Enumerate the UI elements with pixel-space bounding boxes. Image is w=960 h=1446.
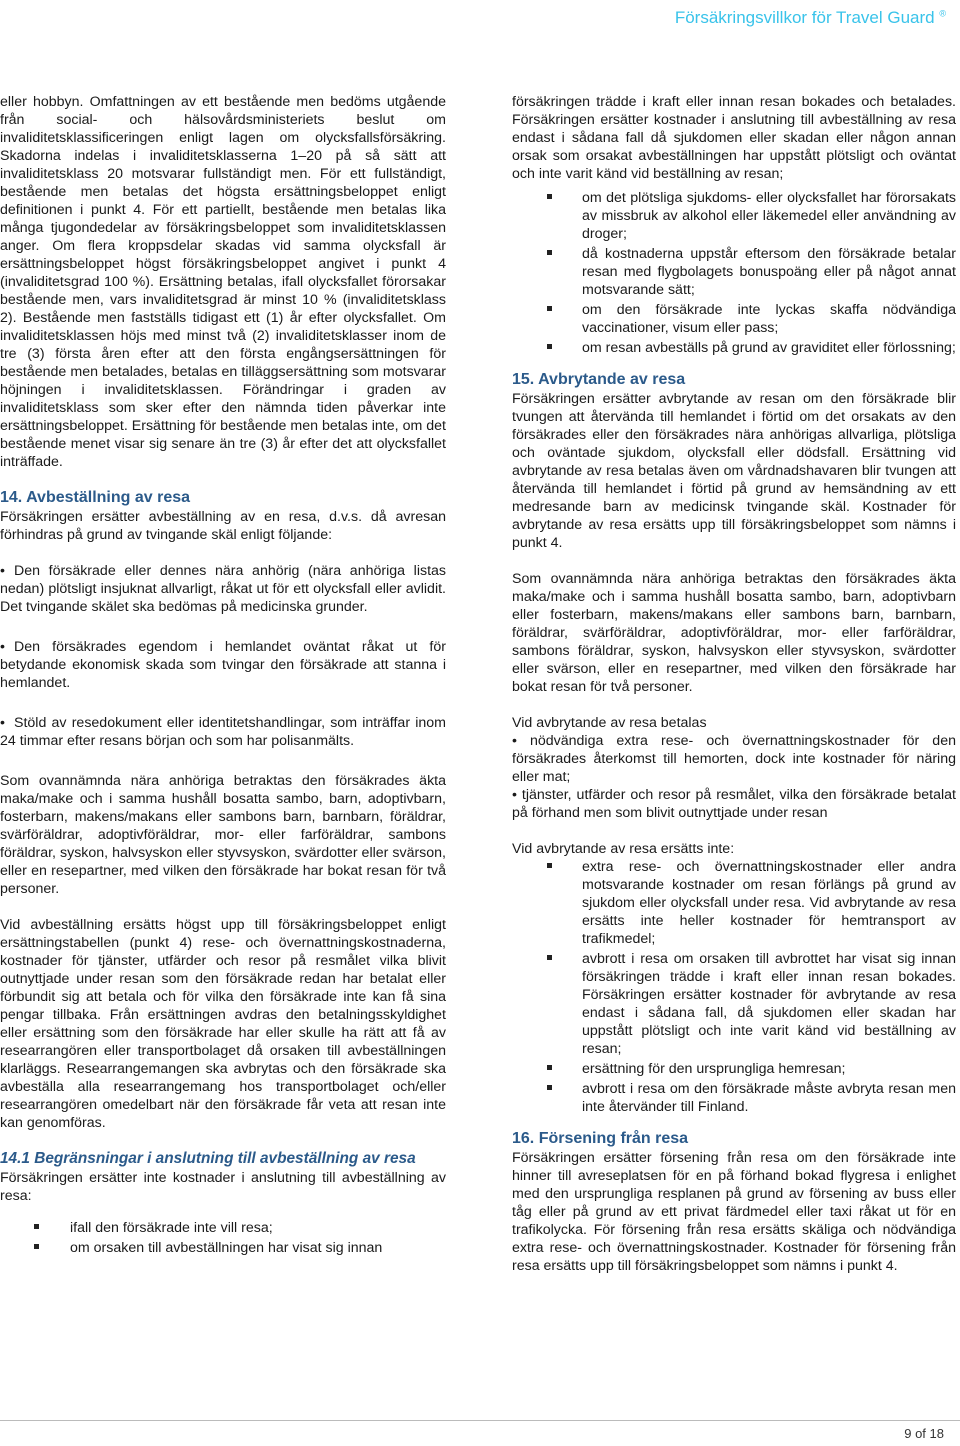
list-item-text: ersättning för den ursprungliga hemresan;	[582, 1061, 846, 1077]
square-bullet-icon	[547, 344, 552, 349]
document-header	[675, 8, 946, 28]
paragraph-delay: Försäkringen ersätter försening från resa om den försäkrade inte hinner till avreseplatsen för en på förhand bokad flygresa i enlighet med den ursprungliga resplanen på grund av försening av buss eller tåg eller på grund av ett privat färdmedel eller taxi råkat ut för en trafikolycka. För försening från resa ersätts skäliga och nödvändiga extra rese- och övernattningskostnader. Kostnader för försening från resa ersätts upp till försäkringsbeloppet som nämns i punkt 4.	[512, 1150, 956, 1274]
paragraph-paid-intro: Vid avbrytande av resa betalas	[512, 715, 707, 731]
list-item	[512, 339, 956, 357]
list-item-text: om den försäkrade inte lyckas skaffa nödvändiga vaccinationer, visum eller pass;	[582, 302, 956, 336]
list-item-text: Stöld av resedokument eller identitetshandlingar, som inträffar inom 24 timmar efter resans början och som har polisanmälts.	[0, 715, 446, 749]
list-item-text: om resan avbeställs på grund av graviditet eller förlossning;	[582, 340, 956, 356]
list-item-text: ifall den försäkrade inte vill resa;	[70, 1220, 273, 1236]
list-item	[512, 858, 956, 948]
right-column	[512, 93, 956, 1293]
list-item	[512, 245, 956, 299]
square-bullet-icon	[547, 250, 552, 255]
heading-interruption: 15. Avbrytande av resa	[512, 371, 686, 388]
square-bullet-icon	[547, 1065, 552, 1070]
list-item	[512, 786, 956, 822]
paragraph-relatives: Som ovannämnda nära anhöriga betraktas den försäkrades äkta maka/make och i samma hushåll bosatta sambo, barn, adoptivbarn eller fosterbarn, makens/makans eller sambons barn, barnbarn, föräldrar, svärföräldrar, adoptivföräldrar, mor- eller farföräldrar, sambons föräldrar, syskon, halvsyskon eller styvsyskon, svärdotter eller svärson, eller en resepartner, med vilken den försäkrade har bokat resan för två personer.	[512, 571, 956, 695]
bullet-icon: •	[0, 563, 5, 579]
list-item	[0, 1219, 446, 1237]
registered-mark: ®	[939, 8, 946, 19]
paragraph-interruption: Försäkringen ersätter avbrytande av resan om den försäkrade blir tvungen att återvända till hemlandet i förtid om det orsakats av den försäkrades eller den försäkrades nära anhörigas allvarliga, plötsliga och oväntade sjukdom, olycksfall eller dödsfall. Ersättning vid avbrytande av resa betalas även om vårdnadshavaren blir tvungen att återvända till hemlandet i förtid på grund av hemsändning av ett medresande barn av medicinsk tvingande skäl. Kostnader för avbrytande av resa ersätts upp till försäkringsbeloppet som nämns i punkt 4.	[512, 391, 956, 551]
list-item	[512, 301, 956, 337]
list-item	[0, 1239, 446, 1257]
list-item-text: om orsaken till avbeställningen har visat sig innan	[70, 1240, 383, 1256]
list-item-text: avbrott i resa om den försäkrade måste avbryta resan men inte återvänder till Finland.	[582, 1081, 956, 1115]
page-footer	[0, 1420, 960, 1446]
list-item	[512, 732, 956, 786]
bullet-icon: •	[512, 733, 530, 749]
list-item	[0, 714, 446, 750]
list-item	[0, 562, 446, 616]
list-item-text: då kostnaderna uppstår eftersom den försäkrade betalar resan med flygbolagets bonuspoäng eller på något annat motsvarande sätt;	[582, 246, 956, 298]
heading-cancellation: 14. Avbeställning av resa	[0, 489, 191, 506]
heading-delay: 16. Försening från resa	[512, 1130, 689, 1147]
heading-cancellation-limits: 14.1 Begränsningar i anslutning till avbeställning av resa	[0, 1150, 416, 1167]
square-bullet-icon	[34, 1224, 39, 1229]
paragraph-limits-intro: Försäkringen ersätter inte kostnader i anslutning till avbeställning av resa:	[0, 1170, 446, 1204]
footer-divider	[0, 1420, 960, 1421]
list-item-text: Den försäkrades egendom i hemlandet oväntat råkat ut för betydande ekonomisk skada som tvingar den försäkrade att stanna i hemlandet.	[0, 639, 446, 691]
paragraph-compensation: Vid avbeställning ersätts högst upp till försäkringsbeloppet enligt ersättningstabellen (punkt 4) rese- och övernattningskostnaderna, kostnader för tjänster, utfärder och resor på resmålet vilka blivit outnyttjade under resan som den försäkrade redan har betalat eller förbundit sig att betala och för vilka den försäkrade inte kan få sina pengar tillbaka. Från ersättningen avdras den betalningsskyldighet eller ersättning som den försäkrade har eller skulle ha rätt att få av researrangören eller transportbolaget då orsaken till avbeställningen klarläggs. Researrangemangen ska avbrytas och den försäkrade ska avbeställa alla researrangemang hos transportbolaget och/eller researrangören omedelbart när den försäkrade får veta att resan inte kan genomföras.	[0, 917, 446, 1131]
list-item-text: avbrott i resa om orsaken till avbrottet har visat sig innan försäkringen trädde i kraft eller innan resan bokades. Försäkringen ersätter kostnader för avbrytande av resa endast i sådana fall, då sjukdomen eller skadan har uppstått plötsligt och inte varit känd vid beställning av resan;	[582, 951, 956, 1057]
list-item	[512, 1080, 956, 1116]
paragraph-relatives: Som ovannämnda nära anhöriga betraktas den försäkrades äkta maka/make och i samma hushåll bosatta sambo, barn, adoptivbarn, fosterbarn, makens/makans eller sambons barn, barnbarn, föräldrar, svärföräldrar, adoptivföräldrar, mor- eller farföräldrar, sambons föräldrar, syskon, halvsyskon eller styvsyskon, svärdotter eller svärson, eller en resepartner, med vilken den försäkrade har bokat resan för två personer.	[0, 773, 446, 897]
paragraph-cancellation-intro: Försäkringen ersätter avbeställning av en resa, d.v.s. då avresan förhindras på grund av tvingande skäl enligt följande:	[0, 509, 446, 543]
bullet-icon: •	[512, 787, 522, 803]
paragraph-notpaid-intro: Vid avbrytande av resa ersätts inte:	[512, 841, 735, 857]
limits-continued-list	[512, 189, 956, 357]
square-bullet-icon	[547, 194, 552, 199]
bullet-icon: •	[0, 715, 5, 731]
limits-list	[0, 1219, 446, 1257]
paragraph-limits-continued: försäkringen trädde i kraft eller innan resan bokades och betalades. Försäkringen ersätter kostnader i anslutning till avbeställning av resa endast i sådana fall då sjukdomen eller skadan eller någon annan orsak som orsakat avbeställningen har uppstått plötsligt och oväntat och inte varit känd vid beställning av resan;	[512, 94, 956, 182]
square-bullet-icon	[547, 306, 552, 311]
list-item-text: tjänster, utfärder och resor på resmålet, vilka den försäkrade betalat på förhand men som blivit outnyttjade under resan	[512, 787, 956, 821]
page-number: 9 of 18	[904, 1426, 944, 1441]
list-item-text: om det plötsliga sjukdoms- eller olycksfallet har förorsakats av missbruk av alkohol eller läkemedel eller användning av droger;	[582, 190, 956, 242]
square-bullet-icon	[547, 863, 552, 868]
notpaid-list	[512, 858, 956, 1116]
list-item-text: nödvändiga extra rese- och övernattningskostnader för den försäkrades återkomst till hemorten, dock inte kostnader för näring eller mat;	[512, 733, 956, 785]
square-bullet-icon	[547, 1085, 552, 1090]
list-item	[512, 950, 956, 1058]
list-item	[512, 189, 956, 243]
list-item	[0, 638, 446, 692]
list-item-text: extra rese- och övernattningskostnader eller andra motsvarande kostnader om resan förlängs på grund av sjukdom eller olycksfall under resa. Vid avbrytande av resa ersätts inte heller kostnader för hemtransport av trafikmedel;	[582, 859, 956, 947]
square-bullet-icon	[547, 955, 552, 960]
bullet-icon: •	[0, 639, 5, 655]
left-column	[0, 93, 446, 1271]
paragraph-permanent-injury: eller hobbyn. Omfattningen av ett bestående men bedöms utgående från social- och hälsovårdsministeriets beslut om invaliditetsklassificeringen enligt lagen om olycksfallsförsäkring. Skadorna indelas i invaliditetsklasserna 1–20 på så sätt att invaliditetsklass 20 motsvarar fullständigt men. För ett fullständigt, bestående men betalas det högsta ersättningsbeloppet enligt definitionen i punkt 4. För ett partiellt, bestående men betalas lika många tjugondedelar av försäkringsbeloppet som invaliditetsklassen anger. Om flera kroppsdelar skadas vid samma olycksfall är ersättningsbeloppet högst försäkringsbeloppet angivet i punkt 4 (invaliditetsgrad 100 %). Ersättning betalas, ifall olycksfallet förorsakar bestående men, vars invaliditetsgrad är minst 10 % (invaliditetsklass 2). Bestående men fastställs tidigast ett (1) år efter olycksfallet. Om invaliditetsklassen höjs med minst två (2) invaliditetsklasser inom de tre (3) första åren efter att den första engångsersättningen för bestående men betalades, betalas en tilläggsersättning som motsvarar höjningen i invaliditetsklassen. Förändringar i graden av invaliditetsklass som sker efter den nämnda tiden påverkar inte ersättningsbeloppet. Ersättning för bestående men betalas inte, om det bestående menet visar sig senare än tre (3) år efter det att olycksfallet inträffade.	[0, 94, 446, 470]
list-item	[512, 1060, 956, 1078]
square-bullet-icon	[34, 1244, 39, 1249]
header-title: Försäkringsvillkor för Travel Guard	[674, 8, 935, 27]
list-item-text: Den försäkrade eller dennes nära anhörig (nära anhöriga listas nedan) plötsligt insjuknat allvarligt, råkat ut för ett olycksfall eller avlidit. Det tvingande skälet ska bedömas på medicinska grunder.	[0, 563, 446, 615]
